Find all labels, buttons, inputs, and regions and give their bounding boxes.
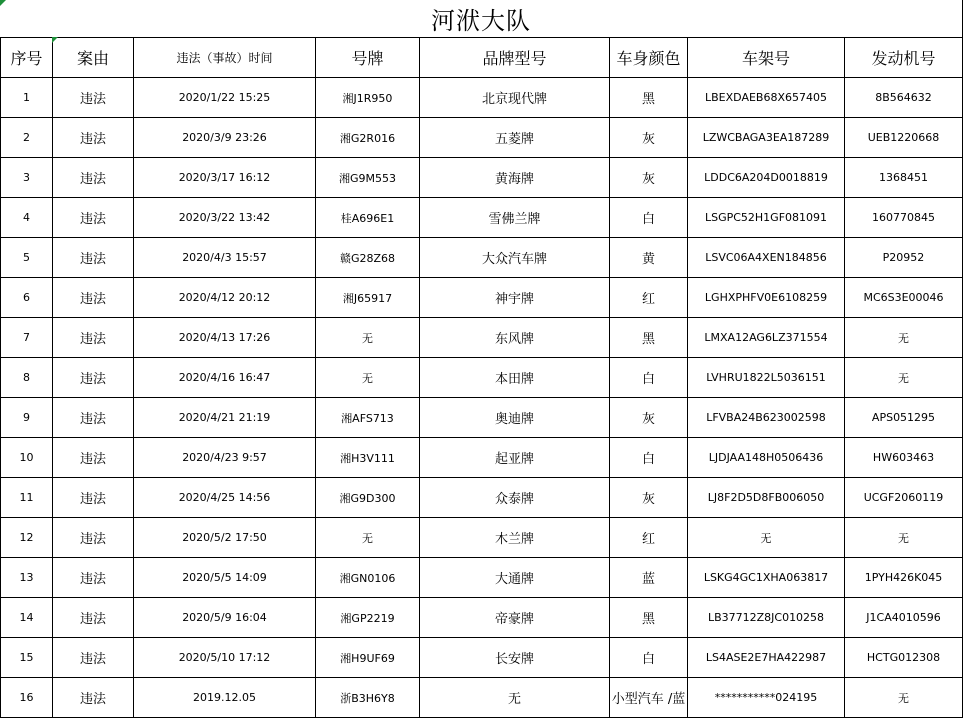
cell-color[interactable]: 白 bbox=[610, 198, 688, 238]
cell-vin[interactable]: LSGPC52H1GF081091 bbox=[688, 198, 845, 238]
cell-color[interactable]: 小型汽车 /蓝 bbox=[610, 678, 688, 718]
cell-index[interactable]: 14 bbox=[1, 598, 53, 638]
cell-vin[interactable]: 无 bbox=[688, 518, 845, 558]
cell-engine[interactable]: 1PYH426K045 bbox=[845, 558, 963, 598]
cell-index[interactable]: 1 bbox=[1, 78, 53, 118]
cell-time[interactable]: 2020/1/22 15:25 bbox=[134, 78, 316, 118]
cell-time[interactable]: 2020/3/22 13:42 bbox=[134, 198, 316, 238]
cell-brand[interactable]: 众泰牌 bbox=[420, 478, 610, 518]
cell-case[interactable]: 违法 bbox=[53, 638, 134, 678]
cell-engine[interactable]: HW603463 bbox=[845, 438, 963, 478]
vehicle-table bbox=[0, 37, 963, 718]
cell-index[interactable]: 13 bbox=[1, 558, 53, 598]
cell-case[interactable]: 违法 bbox=[53, 198, 134, 238]
cell-color[interactable]: 黑 bbox=[610, 318, 688, 358]
cell-plate[interactable]: 无 bbox=[316, 518, 420, 558]
cell-color[interactable]: 蓝 bbox=[610, 558, 688, 598]
cell-color[interactable]: 白 bbox=[610, 438, 688, 478]
cell-engine[interactable]: UCGF2060119 bbox=[845, 478, 963, 518]
cell-plate[interactable]: 湘AFS713 bbox=[316, 398, 420, 438]
table-row bbox=[1, 678, 963, 718]
cell-index[interactable]: 11 bbox=[1, 478, 53, 518]
cell-index[interactable]: 5 bbox=[1, 238, 53, 278]
cell-engine[interactable]: 8B564632 bbox=[845, 78, 963, 118]
cell-brand[interactable]: 大通牌 bbox=[420, 558, 610, 598]
cell-color[interactable]: 灰 bbox=[610, 398, 688, 438]
cell-time[interactable]: 2020/5/2 17:50 bbox=[134, 518, 316, 558]
cell-index[interactable]: 16 bbox=[1, 678, 53, 718]
cell-color[interactable]: 红 bbox=[610, 518, 688, 558]
cell-engine[interactable]: UEB1220668 bbox=[845, 118, 963, 158]
cell-vin[interactable]: LMXA12AG6LZ371554 bbox=[688, 318, 845, 358]
cell-vin[interactable]: LGHXPHFV0E6108259 bbox=[688, 278, 845, 318]
cell-vin[interactable]: LVHRU1822L5036151 bbox=[688, 358, 845, 398]
cell-vin[interactable]: LS4ASE2E7HA422987 bbox=[688, 638, 845, 678]
cell-time[interactable]: 2020/4/21 21:19 bbox=[134, 398, 316, 438]
cell-vin[interactable]: LJDJAA148H0506436 bbox=[688, 438, 845, 478]
table-row bbox=[1, 398, 963, 438]
cell-case[interactable]: 违法 bbox=[53, 478, 134, 518]
table-row bbox=[1, 238, 963, 278]
cell-case[interactable]: 违法 bbox=[53, 558, 134, 598]
cell-index[interactable]: 3 bbox=[1, 158, 53, 198]
cell-case[interactable]: 违法 bbox=[53, 238, 134, 278]
cell-engine[interactable]: 1368451 bbox=[845, 158, 963, 198]
cell-plate[interactable]: 湘G2R016 bbox=[316, 118, 420, 158]
cell-vin[interactable]: LSVC06A4XEN184856 bbox=[688, 238, 845, 278]
cell-color[interactable]: 黑 bbox=[610, 78, 688, 118]
cell-time[interactable]: 2020/4/3 15:57 bbox=[134, 238, 316, 278]
table-row bbox=[1, 78, 963, 118]
cell-color[interactable]: 白 bbox=[610, 358, 688, 398]
cell-brand[interactable]: 北京现代牌 bbox=[420, 78, 610, 118]
cell-case[interactable]: 违法 bbox=[53, 358, 134, 398]
cell-time[interactable]: 2020/4/13 17:26 bbox=[134, 318, 316, 358]
cell-engine[interactable]: 无 bbox=[845, 518, 963, 558]
cell-plate[interactable]: 湘H9UF69 bbox=[316, 638, 420, 678]
cell-index[interactable]: 15 bbox=[1, 638, 53, 678]
cell-plate[interactable]: 湘J1R950 bbox=[316, 78, 420, 118]
cell-engine[interactable]: 160770845 bbox=[845, 198, 963, 238]
cell-time[interactable]: 2020/5/10 17:12 bbox=[134, 638, 316, 678]
cell-plate[interactable]: 湘G9M553 bbox=[316, 158, 420, 198]
cell-index[interactable]: 10 bbox=[1, 438, 53, 478]
cell-vin[interactable]: LSKG4GC1XHA063817 bbox=[688, 558, 845, 598]
cell-vin[interactable]: LFVBA24B623002598 bbox=[688, 398, 845, 438]
cell-time[interactable]: 2020/3/17 16:12 bbox=[134, 158, 316, 198]
cell-plate[interactable]: 湘GP2219 bbox=[316, 598, 420, 638]
cell-time[interactable]: 2020/4/16 16:47 bbox=[134, 358, 316, 398]
sheet-title[interactable]: 河洑大队 bbox=[0, 0, 963, 38]
cell-vin[interactable]: LDDC6A204D0018819 bbox=[688, 158, 845, 198]
cell-engine[interactable]: J1CA4010596 bbox=[845, 598, 963, 638]
cell-brand[interactable]: 起亚牌 bbox=[420, 438, 610, 478]
cell-comment-marker bbox=[52, 37, 58, 43]
cell-color[interactable]: 红 bbox=[610, 278, 688, 318]
header-case[interactable]: 案由 bbox=[53, 38, 134, 78]
cell-case[interactable]: 违法 bbox=[53, 518, 134, 558]
cell-brand[interactable]: 木兰牌 bbox=[420, 518, 610, 558]
cell-index[interactable]: 8 bbox=[1, 358, 53, 398]
cell-plate[interactable]: 湘GN0106 bbox=[316, 558, 420, 598]
cell-brand[interactable]: 奥迪牌 bbox=[420, 398, 610, 438]
cell-brand[interactable]: 长安牌 bbox=[420, 638, 610, 678]
header-violation-time[interactable]: 违法（事故）时间 bbox=[134, 38, 316, 78]
header-plate[interactable]: 号牌 bbox=[316, 38, 420, 78]
cell-engine[interactable]: P20952 bbox=[845, 238, 963, 278]
cell-brand[interactable]: 黄海牌 bbox=[420, 158, 610, 198]
cell-time[interactable]: 2020/4/25 14:56 bbox=[134, 478, 316, 518]
cell-plate[interactable]: 湘J65917 bbox=[316, 278, 420, 318]
cell-brand[interactable]: 大众汽车牌 bbox=[420, 238, 610, 278]
table-row bbox=[1, 358, 963, 398]
cell-time[interactable]: 2020/4/23 9:57 bbox=[134, 438, 316, 478]
header-row bbox=[1, 38, 963, 78]
cell-engine[interactable]: 无 bbox=[845, 678, 963, 718]
cell-plate[interactable]: 桂A696E1 bbox=[316, 198, 420, 238]
cell-brand[interactable]: 无 bbox=[420, 678, 610, 718]
table-row bbox=[1, 318, 963, 358]
cell-color[interactable]: 灰 bbox=[610, 158, 688, 198]
cell-index[interactable]: 12 bbox=[1, 518, 53, 558]
table-row bbox=[1, 278, 963, 318]
table-row bbox=[1, 438, 963, 478]
cell-index[interactable]: 6 bbox=[1, 278, 53, 318]
cell-brand[interactable]: 帝豪牌 bbox=[420, 598, 610, 638]
cell-time[interactable]: 2020/3/9 23:26 bbox=[134, 118, 316, 158]
cell-case[interactable]: 违法 bbox=[53, 158, 134, 198]
cell-plate[interactable]: 无 bbox=[316, 318, 420, 358]
cell-case[interactable]: 违法 bbox=[53, 398, 134, 438]
cell-brand[interactable]: 雪佛兰牌 bbox=[420, 198, 610, 238]
cell-vin[interactable]: LB37712Z8JC010258 bbox=[688, 598, 845, 638]
table-row bbox=[1, 158, 963, 198]
cell-vin[interactable]: LBEXDAEB68X657405 bbox=[688, 78, 845, 118]
cell-index[interactable]: 2 bbox=[1, 118, 53, 158]
cell-engine[interactable]: APS051295 bbox=[845, 398, 963, 438]
cell-color[interactable]: 白 bbox=[610, 638, 688, 678]
cell-brand[interactable]: 本田牌 bbox=[420, 358, 610, 398]
table-row bbox=[1, 198, 963, 238]
cell-case[interactable]: 违法 bbox=[53, 318, 134, 358]
cell-color[interactable]: 黑 bbox=[610, 598, 688, 638]
cell-engine[interactable]: HCTG012308 bbox=[845, 638, 963, 678]
cell-case[interactable]: 违法 bbox=[53, 678, 134, 718]
table-row bbox=[1, 558, 963, 598]
header-brand-model[interactable]: 品牌型号 bbox=[420, 38, 610, 78]
cell-time[interactable]: 2020/5/5 14:09 bbox=[134, 558, 316, 598]
header-engine-number[interactable]: 发动机号 bbox=[845, 38, 963, 78]
cell-engine[interactable]: 无 bbox=[845, 358, 963, 398]
cell-case[interactable]: 违法 bbox=[53, 598, 134, 638]
table-row bbox=[1, 478, 963, 518]
cell-time[interactable]: 2019.12.05 bbox=[134, 678, 316, 718]
table-row bbox=[1, 598, 963, 638]
cell-case[interactable]: 违法 bbox=[53, 278, 134, 318]
table-row bbox=[1, 638, 963, 678]
table-row bbox=[1, 118, 963, 158]
cell-vin[interactable]: LJ8F2D5D8FB006050 bbox=[688, 478, 845, 518]
header-body-color[interactable]: 车身颜色 bbox=[610, 38, 688, 78]
cell-case[interactable]: 违法 bbox=[53, 438, 134, 478]
cell-plate[interactable]: 浙B3H6Y8 bbox=[316, 678, 420, 718]
cell-vin[interactable]: LZWCBAGA3EA187289 bbox=[688, 118, 845, 158]
cell-engine[interactable]: 无 bbox=[845, 318, 963, 358]
cell-color[interactable]: 灰 bbox=[610, 478, 688, 518]
cell-brand[interactable]: 神宇牌 bbox=[420, 278, 610, 318]
cell-index[interactable]: 7 bbox=[1, 318, 53, 358]
cell-time[interactable]: 2020/4/12 20:12 bbox=[134, 278, 316, 318]
cell-index[interactable]: 9 bbox=[1, 398, 53, 438]
cell-plate[interactable]: 湘H3V111 bbox=[316, 438, 420, 478]
header-vin[interactable]: 车架号 bbox=[688, 38, 845, 78]
cell-time[interactable]: 2020/5/9 16:04 bbox=[134, 598, 316, 638]
cell-brand[interactable]: 五菱牌 bbox=[420, 118, 610, 158]
cell-color[interactable]: 黄 bbox=[610, 238, 688, 278]
cell-case[interactable]: 违法 bbox=[53, 78, 134, 118]
header-index[interactable]: 序号 bbox=[1, 38, 53, 78]
cell-plate[interactable]: 无 bbox=[316, 358, 420, 398]
cell-engine[interactable]: MC6S3E00046 bbox=[845, 278, 963, 318]
cell-color[interactable]: 灰 bbox=[610, 118, 688, 158]
cell-vin[interactable]: ***********024195 bbox=[688, 678, 845, 718]
table-row bbox=[1, 518, 963, 558]
cell-index[interactable]: 4 bbox=[1, 198, 53, 238]
cell-plate[interactable]: 湘G9D300 bbox=[316, 478, 420, 518]
cell-brand[interactable]: 东风牌 bbox=[420, 318, 610, 358]
cell-plate[interactable]: 赣G28Z68 bbox=[316, 238, 420, 278]
cell-case[interactable]: 违法 bbox=[53, 118, 134, 158]
